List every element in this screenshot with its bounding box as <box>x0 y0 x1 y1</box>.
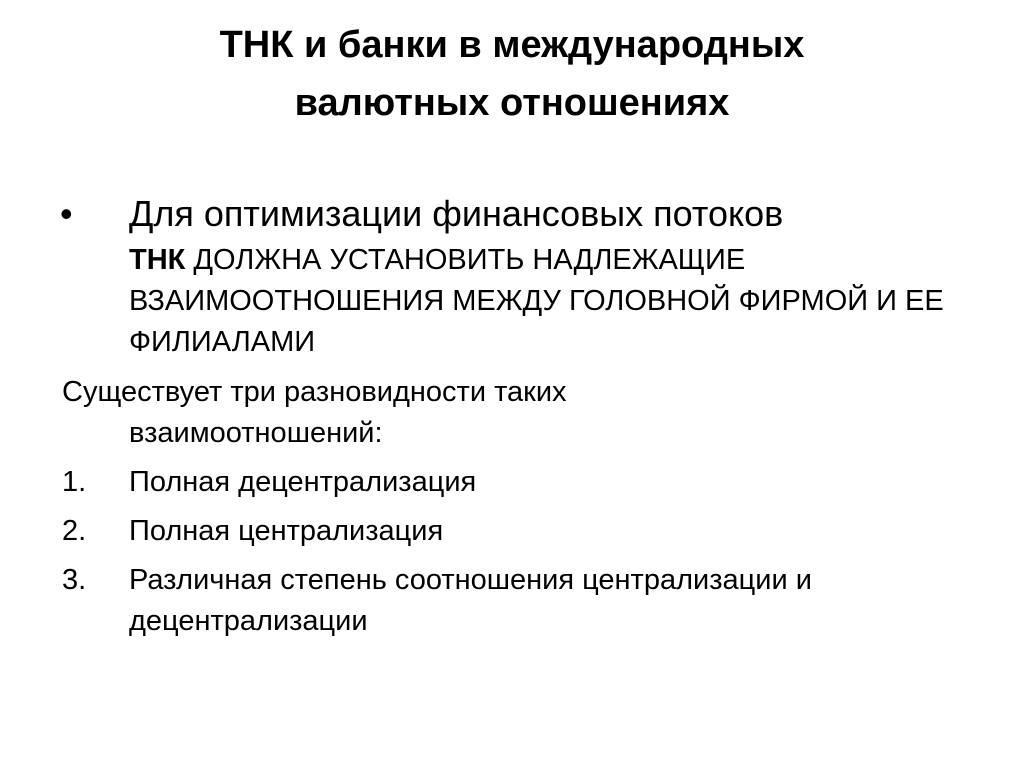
bullet-text <box>129 188 1000 363</box>
bullet-marker: • <box>60 193 73 234</box>
bullet-strong-text: ТНК <box>129 244 186 276</box>
list-item <box>62 560 962 642</box>
list-item <box>62 511 962 552</box>
intro-paragraph <box>62 372 962 454</box>
slide-title <box>0 16 1024 132</box>
slide-title-line-2: валютных отношениях <box>294 82 730 124</box>
bullet-lead-text: Для оптимизации финансовых потоков <box>129 193 784 234</box>
intro-line-1: Существует три разновидности таких <box>62 376 567 408</box>
list-item-number: 3. <box>62 564 87 596</box>
slide-title-line-1: ТНК и банки в международных <box>219 24 805 66</box>
list-item-number: 1. <box>62 466 87 498</box>
bullet-body-text <box>129 240 1000 363</box>
list-item-number: 2. <box>62 515 87 547</box>
list-item-text: Различная степень соотношения централизации и децентрализации <box>129 564 812 637</box>
list-item-text: Полная децентрализация <box>129 466 477 498</box>
intro-line-2: взаимоотношений: <box>129 417 383 449</box>
list-item-text: Полная централизация <box>129 515 444 547</box>
bullet-item <box>60 188 1000 363</box>
bullet-rest-text: ДОЛЖНА УСТАНОВИТЬ НАДЛЕЖАЩИЕ ВЗАИМООТНОШЕНИЯ МЕЖДУ ГОЛОВНОЙ ФИРМОЙ И ЕЕ ФИЛИАЛАМИ <box>129 244 944 358</box>
list-item <box>62 462 962 503</box>
